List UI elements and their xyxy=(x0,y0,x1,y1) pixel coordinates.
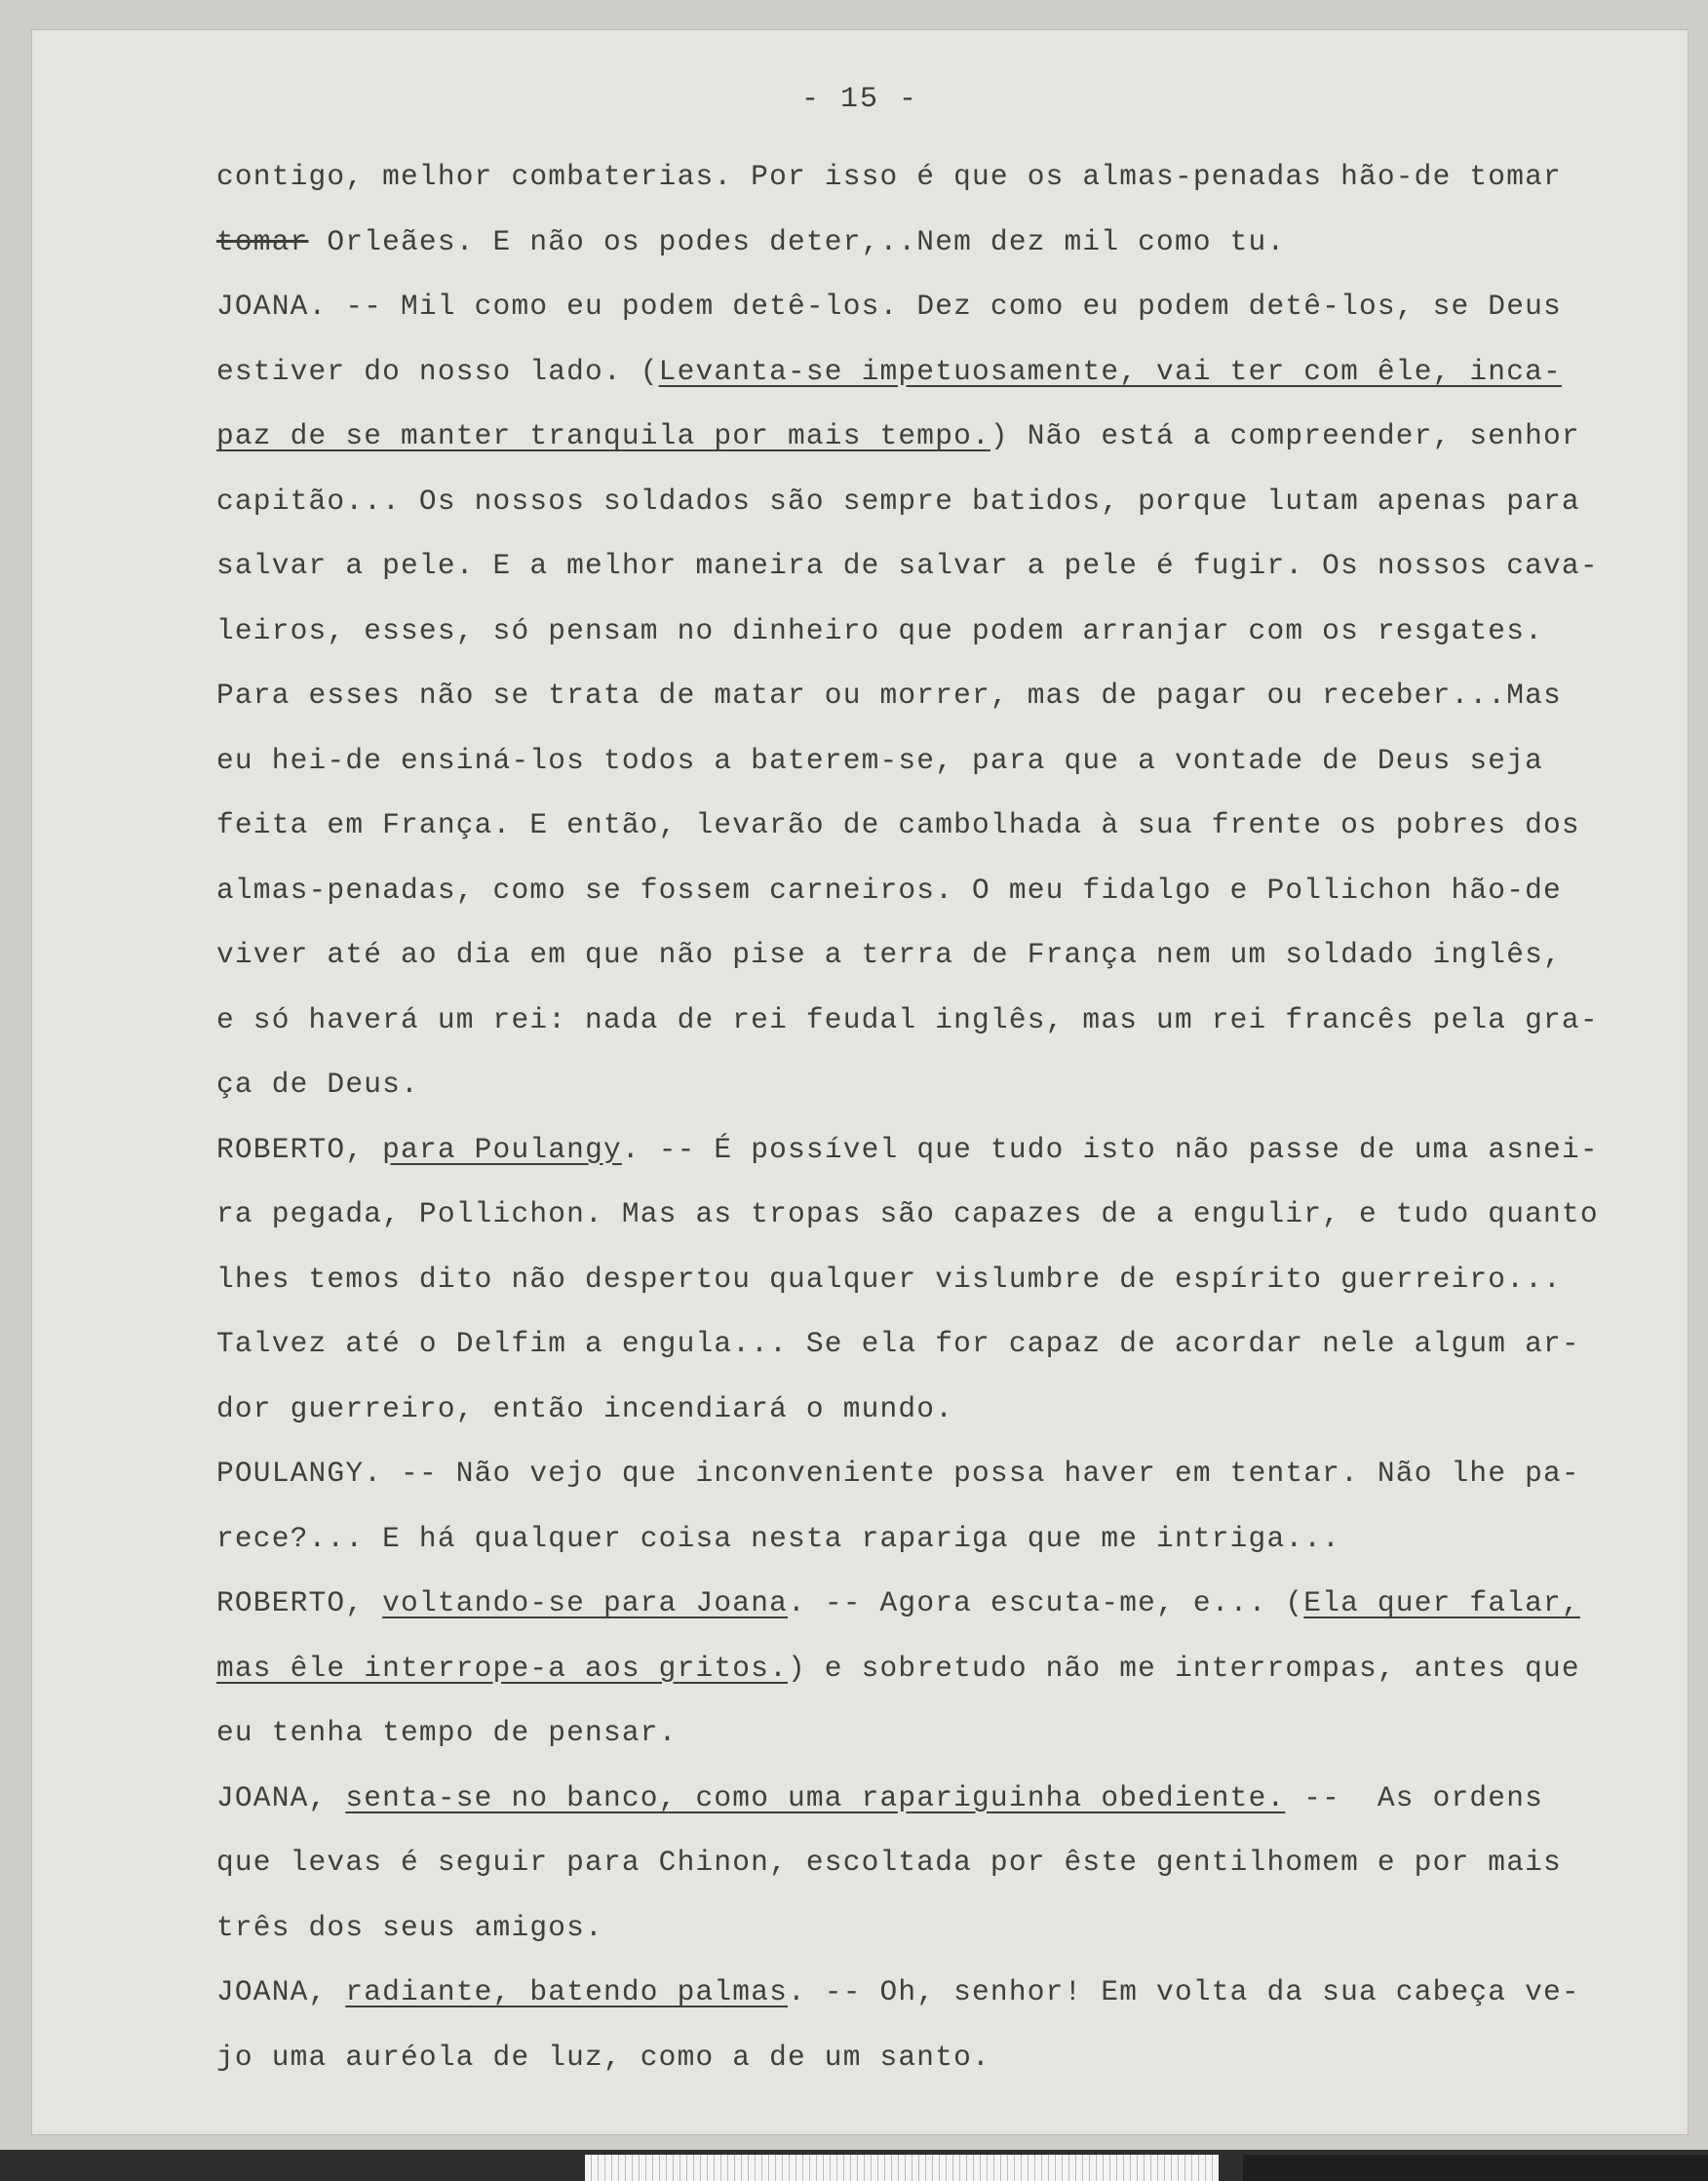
dialogue-text: rece?... E há qualquer coisa nesta rapariga que me intriga... xyxy=(216,1521,1341,1555)
dialogue-text: três dos seus amigos. xyxy=(216,1910,603,1944)
dialogue-text: ça de Deus. xyxy=(216,1068,419,1101)
dialogue-text: contigo, melhor combaterias. Por isso é que os almas-penadas hão-de tomar xyxy=(216,160,1562,193)
typewritten-page xyxy=(31,29,1689,2135)
text-line xyxy=(216,404,1650,469)
text-line xyxy=(216,274,1650,339)
stage-direction: radiante, batendo palmas xyxy=(345,1975,788,2008)
stage-direction: voltando-se para Joana xyxy=(382,1586,789,1619)
color-scale-bar xyxy=(585,2155,1219,2181)
speaker-name: JOANA. xyxy=(216,290,328,323)
text-line xyxy=(216,1700,1650,1766)
text-line xyxy=(216,1766,1650,1831)
text-line xyxy=(216,922,1650,988)
dialogue-text: -- Mil como eu podem detê-los. Dez como eu podem detê-los, se Deus xyxy=(327,290,1562,323)
dialogue-text xyxy=(327,1975,345,2008)
dialogue-text: -- Não vejo que inconveniente possa haver em tentar. Não lhe pa- xyxy=(382,1457,1580,1490)
dialogue-text: jo uma auréola de luz, como a de um santo. xyxy=(216,2040,990,2074)
dialogue-text xyxy=(364,1133,382,1166)
stage-direction: para Poulangy xyxy=(382,1132,622,1166)
script-body xyxy=(216,144,1650,2089)
text-line xyxy=(216,1895,1650,1961)
dialogue-text: leiros, esses, só pensam no dinheiro que podem arranjar com os resgates. xyxy=(216,613,1544,647)
dialogue-text: . -- É possível que tudo isto não passe de uma asnei- xyxy=(621,1132,1599,1166)
dialogue-text: viver até ao dia em que não pise a terra de França nem um soldado inglês, xyxy=(216,938,1562,971)
text-line xyxy=(216,210,1650,275)
dialogue-text: . -- Oh, senhor! Em volta da sua cabeça ve- xyxy=(788,1975,1580,2008)
dialogue-text: dor guerreiro, então incendiará o mundo. xyxy=(216,1391,954,1425)
stage-direction: paz de se manter tranquila por mais tempo. xyxy=(216,419,990,452)
speaker-name: ROBERTO, xyxy=(216,1586,365,1619)
dialogue-text: que levas é seguir para Chinon, escoltada por êste gentilhomem e por mais xyxy=(216,1846,1562,1879)
text-line xyxy=(216,1052,1650,1117)
text-line xyxy=(216,1830,1650,1895)
dialogue-text: ) e sobretudo não me interrompas, antes que xyxy=(788,1651,1580,1685)
text-line xyxy=(216,663,1650,728)
text-line xyxy=(216,1441,1650,1506)
text-line xyxy=(216,1311,1650,1377)
dialogue-text: Orleães. E não os podes deter,..Nem dez mil como tu. xyxy=(308,224,1286,258)
dialogue-text: -- As ordens xyxy=(1285,1780,1544,1814)
dialogue-text: salvar a pele. E a melhor maneira de salvar a pele é fugir. Os nossos cava- xyxy=(216,549,1599,582)
dialogue-text: Talvez até o Delfim a engula... Se ela for capaz de acordar nele algum ar- xyxy=(216,1327,1580,1360)
stage-direction: senta-se no banco, como uma rapariguinha obediente. xyxy=(345,1780,1286,1814)
text-line xyxy=(216,1247,1650,1312)
dialogue-text: capitão... Os nossos soldados são sempre batidos, porque lutam apenas para xyxy=(216,484,1580,518)
stage-direction: mas êle interrope-a aos gritos. xyxy=(216,1651,788,1685)
text-line xyxy=(216,988,1650,1053)
dialogue-text: feita em França. E então, levarão de cambolhada à sua frente os pobres dos xyxy=(216,808,1580,841)
text-line xyxy=(216,1377,1650,1442)
speaker-name: JOANA, xyxy=(216,1975,328,2008)
dialogue-text xyxy=(327,1781,345,1814)
struck-word: tomar xyxy=(216,224,309,258)
speaker-name: ROBERTO, xyxy=(216,1132,365,1166)
page-number: - 15 - xyxy=(800,83,919,116)
text-line xyxy=(216,144,1650,210)
scale-dark-segment xyxy=(1243,2155,1708,2181)
text-line xyxy=(216,599,1650,664)
stage-direction: Levanta-se impetuosamente, vai ter com êle, inca- xyxy=(658,354,1562,388)
dialogue-text: e só haverá um rei: nada de rei feudal inglês, mas um rei francês pela gra- xyxy=(216,1002,1599,1036)
text-line xyxy=(216,858,1650,923)
text-line xyxy=(216,1182,1650,1247)
dialogue-text: ra pegada, Pollichon. Mas as tropas são capazes de a engulir, e tudo quanto xyxy=(216,1197,1599,1230)
text-line xyxy=(216,339,1650,405)
speaker-name: POULANGY. xyxy=(216,1457,383,1490)
text-line xyxy=(216,2025,1650,2090)
text-line xyxy=(216,1571,1650,1636)
text-line xyxy=(216,793,1650,858)
text-line xyxy=(216,1506,1650,1572)
text-line xyxy=(216,1117,1650,1183)
dialogue-text: Para esses não se trata de matar ou morrer, mas de pagar ou receber...Mas xyxy=(216,679,1562,712)
dialogue-text: eu tenha tempo de pensar. xyxy=(216,1716,678,1749)
dialogue-text xyxy=(364,1586,382,1619)
stage-direction: Ela quer falar, xyxy=(1303,1586,1580,1619)
dialogue-text: almas-penadas, como se fossem carneiros. O meu fidalgo e Pollichon hão-de xyxy=(216,873,1562,907)
text-line xyxy=(216,1960,1650,2025)
dialogue-text: estiver do nosso lado. ( xyxy=(216,354,659,388)
dialogue-text: eu hei-de ensiná-los todos a baterem-se, para que a vontade de Deus seja xyxy=(216,743,1544,777)
text-line xyxy=(216,469,1650,534)
dialogue-text: lhes temos dito não despertou qualquer vislumbre de espírito guerreiro... xyxy=(216,1262,1562,1296)
text-line xyxy=(216,728,1650,794)
speaker-name: JOANA, xyxy=(216,1780,328,1814)
text-line xyxy=(216,533,1650,599)
dialogue-text: ) Não está a compreender, senhor xyxy=(990,419,1580,452)
text-line xyxy=(216,1636,1650,1701)
dialogue-text: . -- Agora escuta-me, e... ( xyxy=(788,1586,1304,1619)
